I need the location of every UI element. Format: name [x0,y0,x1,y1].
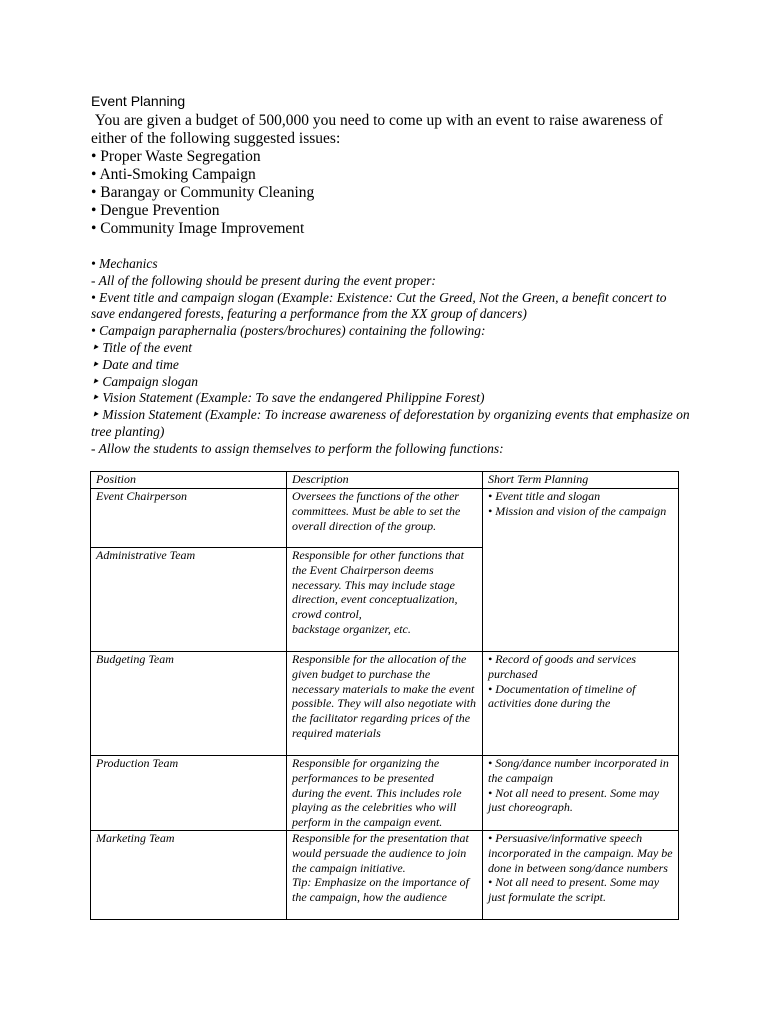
mechanics-line: - All of the following should be present during the event proper: [91,272,436,288]
intro-text: You are given a budget of 500,000 you need to come up with an event to raise awareness of either of the following suggested issues: [91,112,667,147]
page-heading: Event Planning [91,93,186,109]
description-cell: Responsible for the allocation of the given budget to purchase the necessary materials to make the event possible. They will also negotiate with the facilitator regarding prices of the required materials [287,652,483,756]
mechanics-line: - Allow the students to assign themselves to perform the following functions: [91,440,504,456]
description-cell: Responsible for the presentation that would persuade the audience to join the campaign initiative. Tip: Emphasize on the importance of the campaign, how the audience [287,830,483,919]
planning-cell: • Song/dance number incorporated in the campaign • Not all need to present. Some may just choreograph. [483,756,679,831]
list-item: • Community Image Improvement [91,220,305,237]
table-row [91,830,679,919]
table-row [91,756,679,831]
mechanics-line: • Event title and campaign slogan (Example: Existence: Cut the Greed, Not the Green, a benefit concert to save endangered forests, featuring a performance from the XX group of dancers) [91,289,670,322]
header-description: Description [287,472,483,489]
list-item: • Anti-Smoking Campaign [91,166,256,183]
mechanics-line: ‣ Mission Statement (Example: To increase awareness of deforestation by organizing events that emphasize on tree planting) [91,407,694,439]
planning-cell: • Persuasive/informative speech incorporated in the campaign. May be done in between song/dance numbers • Not all need to present. Some may just formulate the script. [483,830,679,919]
functions-table [90,471,679,920]
header-short-term-planning: Short Term Planning [483,472,679,489]
list-item: • Barangay or Community Cleaning [91,184,315,201]
description-cell: Oversees the functions of the other committees. Must be able to set the overall direction of the group. [287,489,483,548]
position-cell: Marketing Team [91,830,287,919]
table-row [91,652,679,756]
table-header-row [91,472,679,489]
mechanics-line: ‣ Date and time [91,356,179,372]
mechanics-line: • Campaign paraphernalia (posters/brochures) containing the following: [91,323,486,339]
mechanics-line: ‣ Campaign slogan [91,373,198,389]
mechanics-line: • Mechanics [91,256,158,271]
table-row [91,489,679,548]
description-cell: Responsible for other functions that the Event Chairperson deems necessary. This may include stage direction, event conceptualization, crowd control, backstage organizer, etc. [287,548,483,652]
description-cell: Responsible for organizing the performances to be presented during the event. This includes role playing as the celebrities who will perform in the campaign event. [287,756,483,831]
header-position: Position [91,472,287,489]
position-cell: Event Chairperson [91,489,287,548]
position-cell: Budgeting Team [91,652,287,756]
issues-list [91,148,691,238]
list-item: • Proper Waste Segregation [91,148,261,165]
position-cell: Administrative Team [91,548,287,652]
mechanics-line: ‣ Title of the event [91,339,192,355]
mechanics-section [91,256,694,458]
planning-cell: • Event title and slogan • Mission and vision of the campaign [483,489,679,652]
mechanics-line: ‣ Vision Statement (Example: To save the endangered Philippine Forest) [91,390,485,406]
planning-cell: • Record of goods and services purchased • Documentation of timeline of activities done during the [483,652,679,756]
position-cell: Production Team [91,756,287,831]
intro-section [91,112,691,238]
list-item: • Dengue Prevention [91,202,220,219]
